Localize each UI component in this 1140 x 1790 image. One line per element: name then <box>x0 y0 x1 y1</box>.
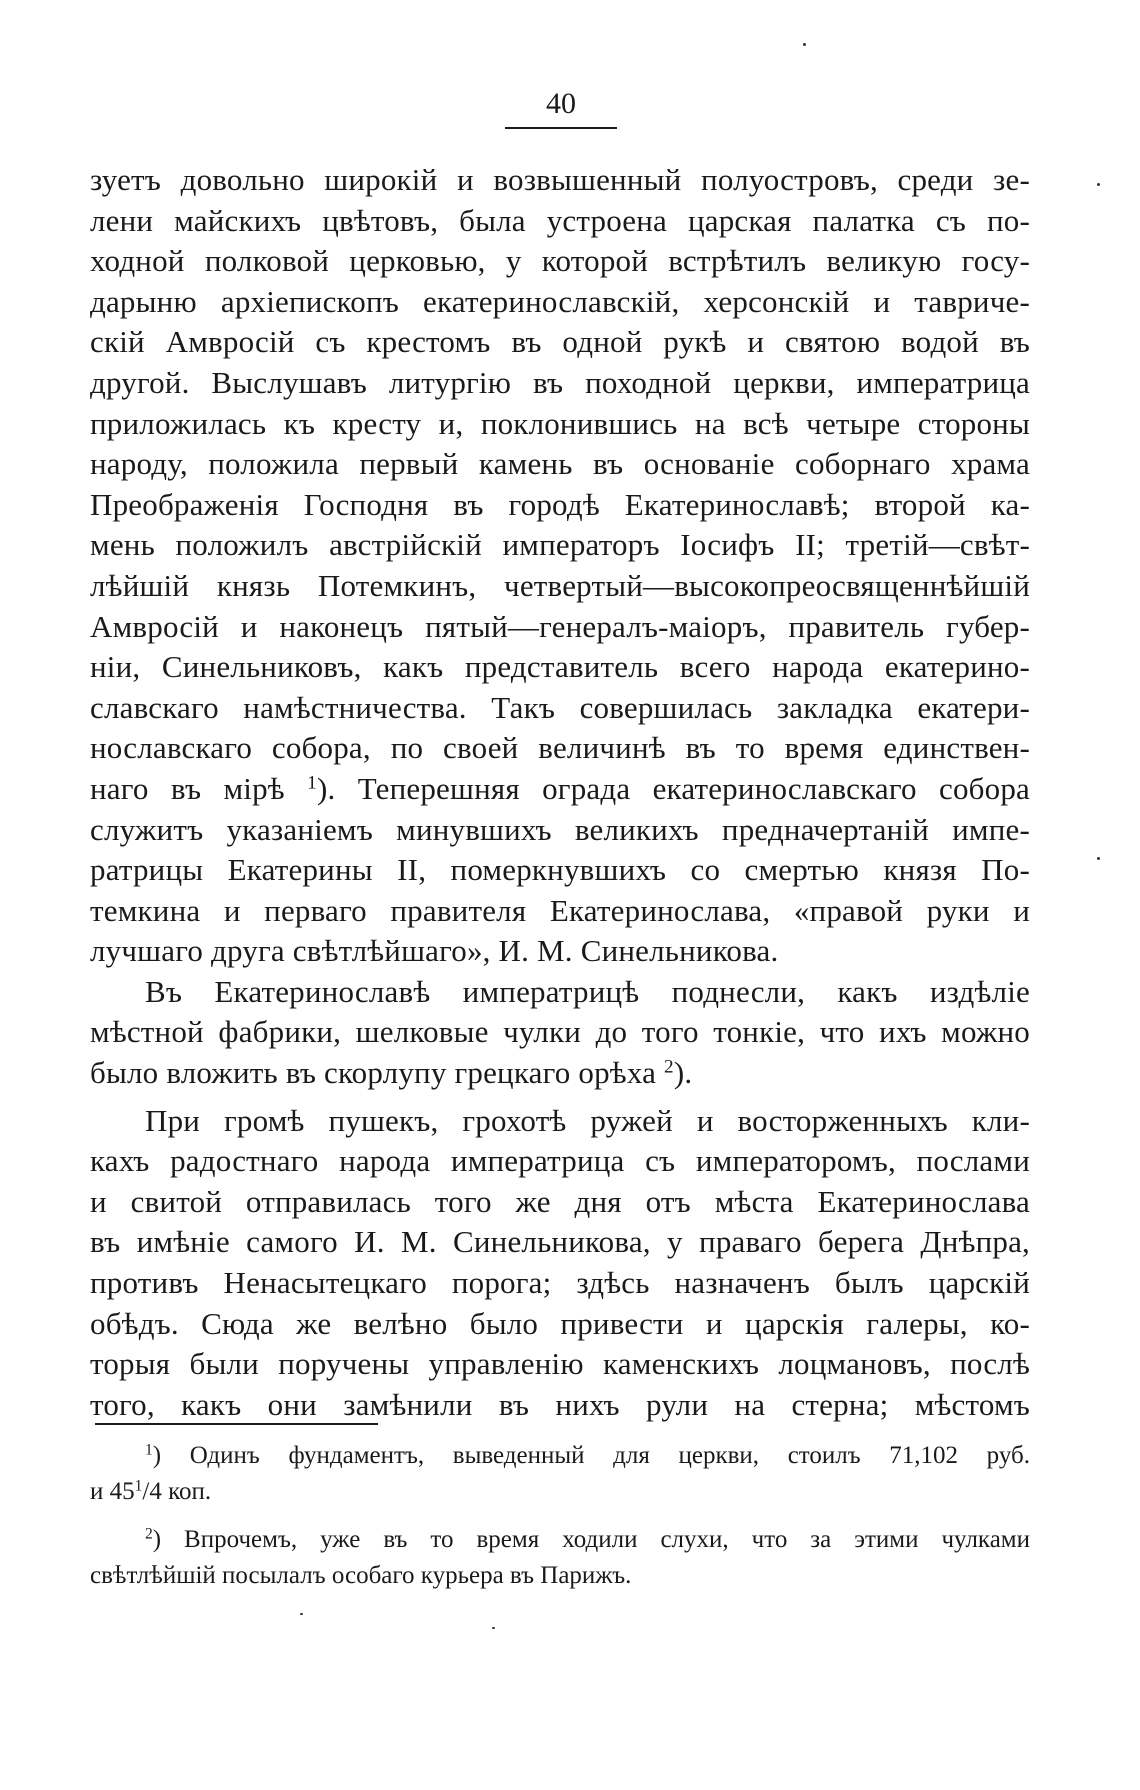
print-speck <box>1097 857 1100 860</box>
text-line: мень положилъ австрійскій императоръ Іосифъ II; третій—свѣт- <box>90 527 1030 563</box>
footnote-2-line <box>90 1522 1030 1558</box>
text-line: ходной полковой церковью, у которой встрѣтилъ великую госу- <box>90 243 1030 279</box>
footnote-rule <box>95 1423 378 1425</box>
text-line: другой. Выслушавъ литургію въ походной церкви, императрица <box>90 364 1030 400</box>
print-speck <box>803 43 806 46</box>
body-text <box>90 160 1030 1425</box>
text-line: Амвросій и наконецъ пятый—генералъ-маіоръ, правитель губер- <box>90 608 1030 644</box>
text-segment: ). Теперешняя ограда екатеринославскаго собора <box>316 770 1031 806</box>
text-line-with-ref <box>90 1053 1030 1094</box>
text-line: ніи, Синельниковъ, какъ представитель всего народа екатерино- <box>90 649 1030 685</box>
text-line: и свитой отправилась того же дня отъ мѣста Екатеринослава <box>90 1183 1030 1219</box>
footnotes <box>90 1438 1030 1594</box>
text-line: славскаго намѣстничества. Такъ совершилась закладка екатери- <box>90 689 1030 725</box>
text-line: Въ Екатеринославѣ императрицѣ поднесли, какъ издѣліе <box>145 973 1030 1009</box>
footnote-fraction: 1 <box>134 1477 143 1495</box>
text-line: ратрицы Екатерины II, померкнувшихъ со смертью князя По- <box>90 852 1030 888</box>
text-line: народу, положила первый камень въ основаніе соборнаго храма <box>90 446 1030 482</box>
print-speck <box>300 1613 303 1615</box>
footnote-gap <box>90 1510 1030 1522</box>
paragraph-gap <box>90 1094 1030 1101</box>
text-line: обѣдъ. Сюда же велѣно было привести и царскія галеры, ко- <box>90 1305 1030 1341</box>
footnote-1-line <box>90 1438 1030 1474</box>
text-line: Преображенія Господня въ городѣ Екатеринославѣ; второй ка- <box>90 486 1030 522</box>
footnote-text: /4 коп. <box>142 1478 212 1505</box>
text-line: приложилась къ кресту и, поклонившись на всѣ четыре стороны <box>90 405 1030 441</box>
print-speck <box>1097 183 1100 186</box>
text-line: темкина и перваго правителя Екатеринослава, «правой руки и <box>90 892 1030 928</box>
footnote-2-line: свѣтлѣйшій посылалъ особаго курьера въ Парижъ. <box>90 1562 632 1589</box>
print-speck <box>492 1627 495 1629</box>
text-line: нославскаго собора, по своей величинѣ въ то время единствен- <box>90 730 1030 766</box>
text-line: зуетъ довольно широкій и возвышенный полуостровъ, среди зе- <box>90 162 1030 197</box>
text-line: При громѣ пушекъ, грохотѣ ружей и восторженныхъ кли- <box>145 1102 1030 1138</box>
footnote-1-line <box>90 1474 1030 1510</box>
page-number: 40 <box>546 87 576 120</box>
text-line: скій Амвросій съ крестомъ въ одной рукѣ и святою водой въ <box>90 324 1030 360</box>
footnote-text: ) Одинъ фундаментъ, выведенный для церкви, стоилъ 71,102 руб. <box>152 1442 1030 1469</box>
text-line-with-ref <box>90 769 1030 810</box>
text-line: въ имѣніе самого И. М. Синельникова, у праваго берега Днѣпра, <box>90 1224 1030 1260</box>
footnote-ref-2: 2 <box>664 1056 674 1078</box>
text-segment: ). <box>673 1055 693 1091</box>
text-line: лени майскихъ цвѣтовъ, была устроена царская палатка съ по- <box>90 202 1030 238</box>
text-line: служитъ указаніемъ минувшихъ великихъ предначертаній импе- <box>90 811 1030 847</box>
text-segment: было вложить въ скорлупу грецкаго орѣха <box>90 1055 657 1091</box>
text-line: лучшаго друга свѣтлѣйшаго», И. М. Синельникова. <box>90 933 779 969</box>
text-line: лѣйшій князь Потемкинъ, четвертый—высокопреосвященнѣйшій <box>90 567 1030 603</box>
footnote-text: ) Впрочемъ, уже въ то время ходили слухи, что за этими чулками <box>152 1526 1030 1553</box>
text-line: мѣстной фабрики, шелковые чулки до того тонкіе, что ихъ можно <box>90 1014 1030 1050</box>
text-segment: наго въ мірѣ <box>90 770 285 806</box>
footnote-text: и 45 <box>90 1478 135 1505</box>
text-line: торыя были поручены управленію каменскихъ лоцмановъ, послѣ <box>90 1346 1030 1382</box>
text-line: противъ Ненасытецкаго порога; здѣсь назначенъ былъ царскій <box>90 1265 1030 1301</box>
text-line: того, какъ они замѣнили въ нихъ рули на стерна; мѣстомъ <box>90 1386 1030 1422</box>
footnote-mark-1: 1 <box>145 1441 153 1459</box>
footnote-mark-2: 2 <box>145 1525 153 1543</box>
page-number-rule <box>505 127 617 129</box>
text-line: кахъ радостнаго народа императрица съ императоромъ, послами <box>90 1143 1030 1179</box>
text-line: дарыню архіепископъ екатеринославскій, херсонскій и тавриче- <box>90 283 1030 319</box>
footnote-ref-1: 1 <box>307 772 317 794</box>
